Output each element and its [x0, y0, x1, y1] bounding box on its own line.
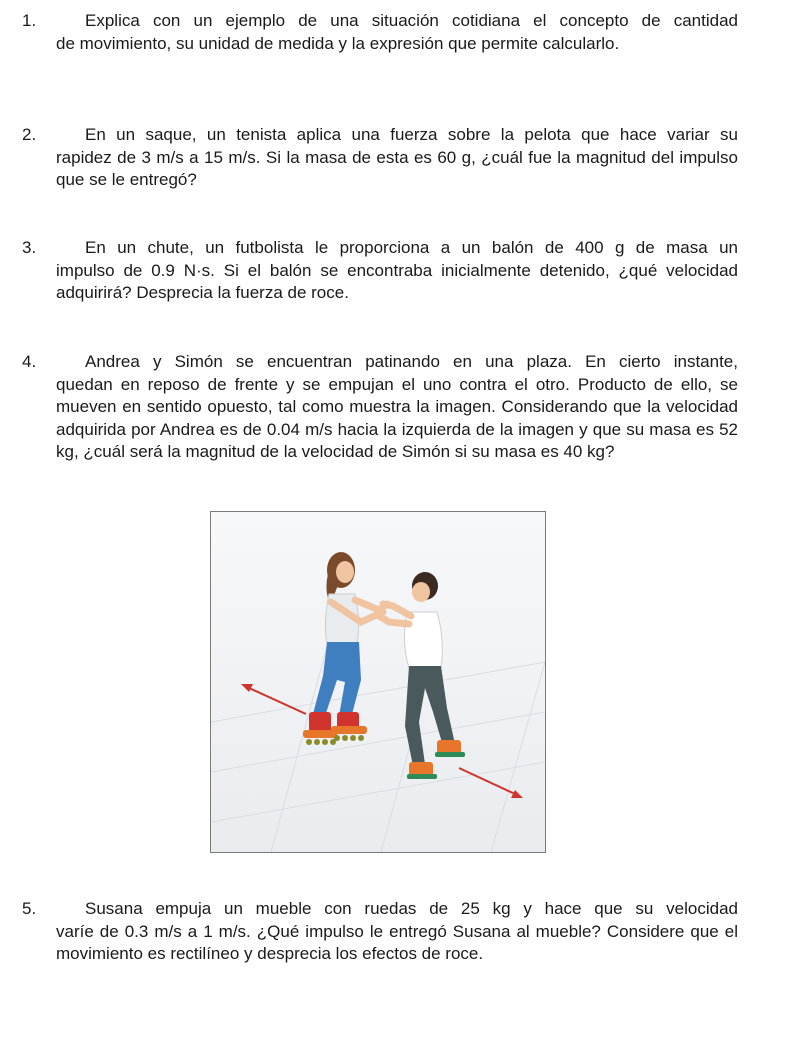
question-2: [22, 124, 738, 192]
question-number: 5.: [22, 899, 37, 918]
question-number: 1.: [22, 11, 37, 30]
question-1: [22, 10, 738, 55]
question-text-first-line: Andrea y Simón se encuentran patinando en una plaza. En cierto instante,: [85, 352, 738, 371]
question-text-first-line: Explica con un ejemplo de una situación cotidiana el concepto de cantidad: [85, 11, 738, 30]
skaters-drawing: [211, 512, 545, 852]
question-text-first-line: En un saque, un tenista aplica una fuerza sobre la pelota que hace variar su: [85, 125, 738, 144]
question-5: [22, 898, 738, 966]
skaters-illustration: [210, 511, 546, 853]
question-text: rapidez de 3 m/s a 15 m/s. Si la masa de esta es 60 g, ¿cuál fue la magnitud del impulso que se le entregó?: [56, 147, 738, 190]
question-3: [22, 237, 738, 305]
question-text-first-line: Susana empuja un mueble con ruedas de 25 kg y hace que su velocidad: [85, 899, 738, 918]
question-text-first-line: En un chute, un futbolista le proporciona a un balón de 400 g de masa un: [85, 238, 738, 257]
question-number: 4.: [22, 352, 37, 371]
question-text: quedan en reposo de frente y se empujan el uno contra el otro. Producto de ello, se mueven en sentido opuesto, tal como muestra la imagen. Considerando que la velocidad adquirida por Andrea es de 0.04 m/s hacia la izquierda de la imagen y que su masa es 52 kg, ¿cuál será la magnitud de la velocidad de Simón si su masa es 40 kg?: [56, 374, 738, 462]
question-4: [22, 351, 738, 464]
question-text: impulso de 0.9 N·s. Si el balón se encontraba inicialmente detenido, ¿qué velocidad adquirirá? Desprecia la fuerza de roce.: [56, 260, 738, 303]
question-number: 2.: [22, 125, 37, 144]
question-number: 3.: [22, 238, 37, 257]
question-text: de movimiento, su unidad de medida y la expresión que permite calcularlo.: [56, 33, 620, 53]
question-text: varíe de 0.3 m/s a 1 m/s. ¿Qué impulso le entregó Susana al mueble? Considere que el movimiento es rectilíneo y desprecia los efectos de roce.: [56, 921, 738, 964]
